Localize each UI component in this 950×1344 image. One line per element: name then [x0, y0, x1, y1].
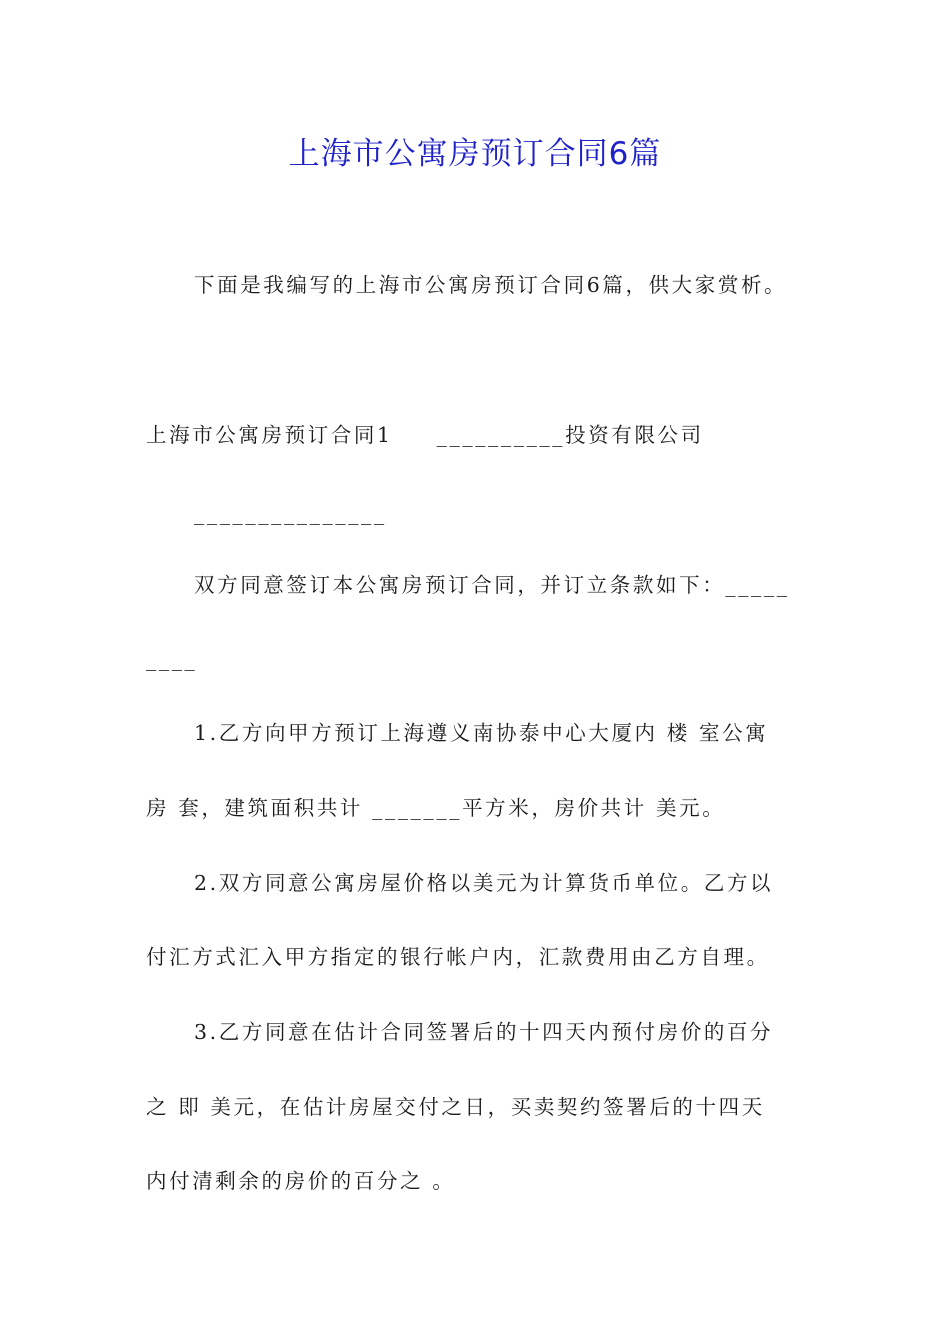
contract-heading-title: 上海市公寓房预订合同1	[146, 423, 393, 447]
contract-heading	[146, 421, 704, 449]
item-1-line-1: 1.乙方向甲方预订上海遵义南协泰中心大厦内 楼 室公寓	[194, 721, 769, 745]
document-title: 上海市公寓房预订合同6篇	[288, 136, 662, 172]
item-2-line-1: 2.双方同意公寓房屋价格以美元为计算货币单位。乙方以	[194, 871, 774, 895]
agreement-line-1: 双方同意签订本公寓房预订合同，并订立条款如下：_____	[194, 573, 790, 597]
intro-paragraph: 下面是我编写的上海市公寓房预订合同6篇，供大家赏析。	[194, 273, 788, 297]
company-name-blank: __________投资有限公司	[436, 423, 704, 447]
item-1-line-2: 房 套，建筑面积共计 _______平方米，房价共计 美元。	[146, 796, 726, 820]
agreement-line-2: ____	[146, 647, 198, 671]
blank-line: _______________	[194, 501, 387, 525]
item-2-line-2: 付汇方式汇入甲方指定的银行帐户内，汇款费用由乙方自理。	[146, 945, 770, 969]
item-3-line-3: 内付清剩余的房价的百分之 。	[146, 1169, 456, 1193]
item-3-line-1: 3.乙方同意在估计合同签署后的十四天内预付房价的百分	[194, 1020, 774, 1044]
item-3-line-2: 之 即 美元，在估计房屋交付之日，买卖契约签署后的十四天	[146, 1095, 765, 1119]
